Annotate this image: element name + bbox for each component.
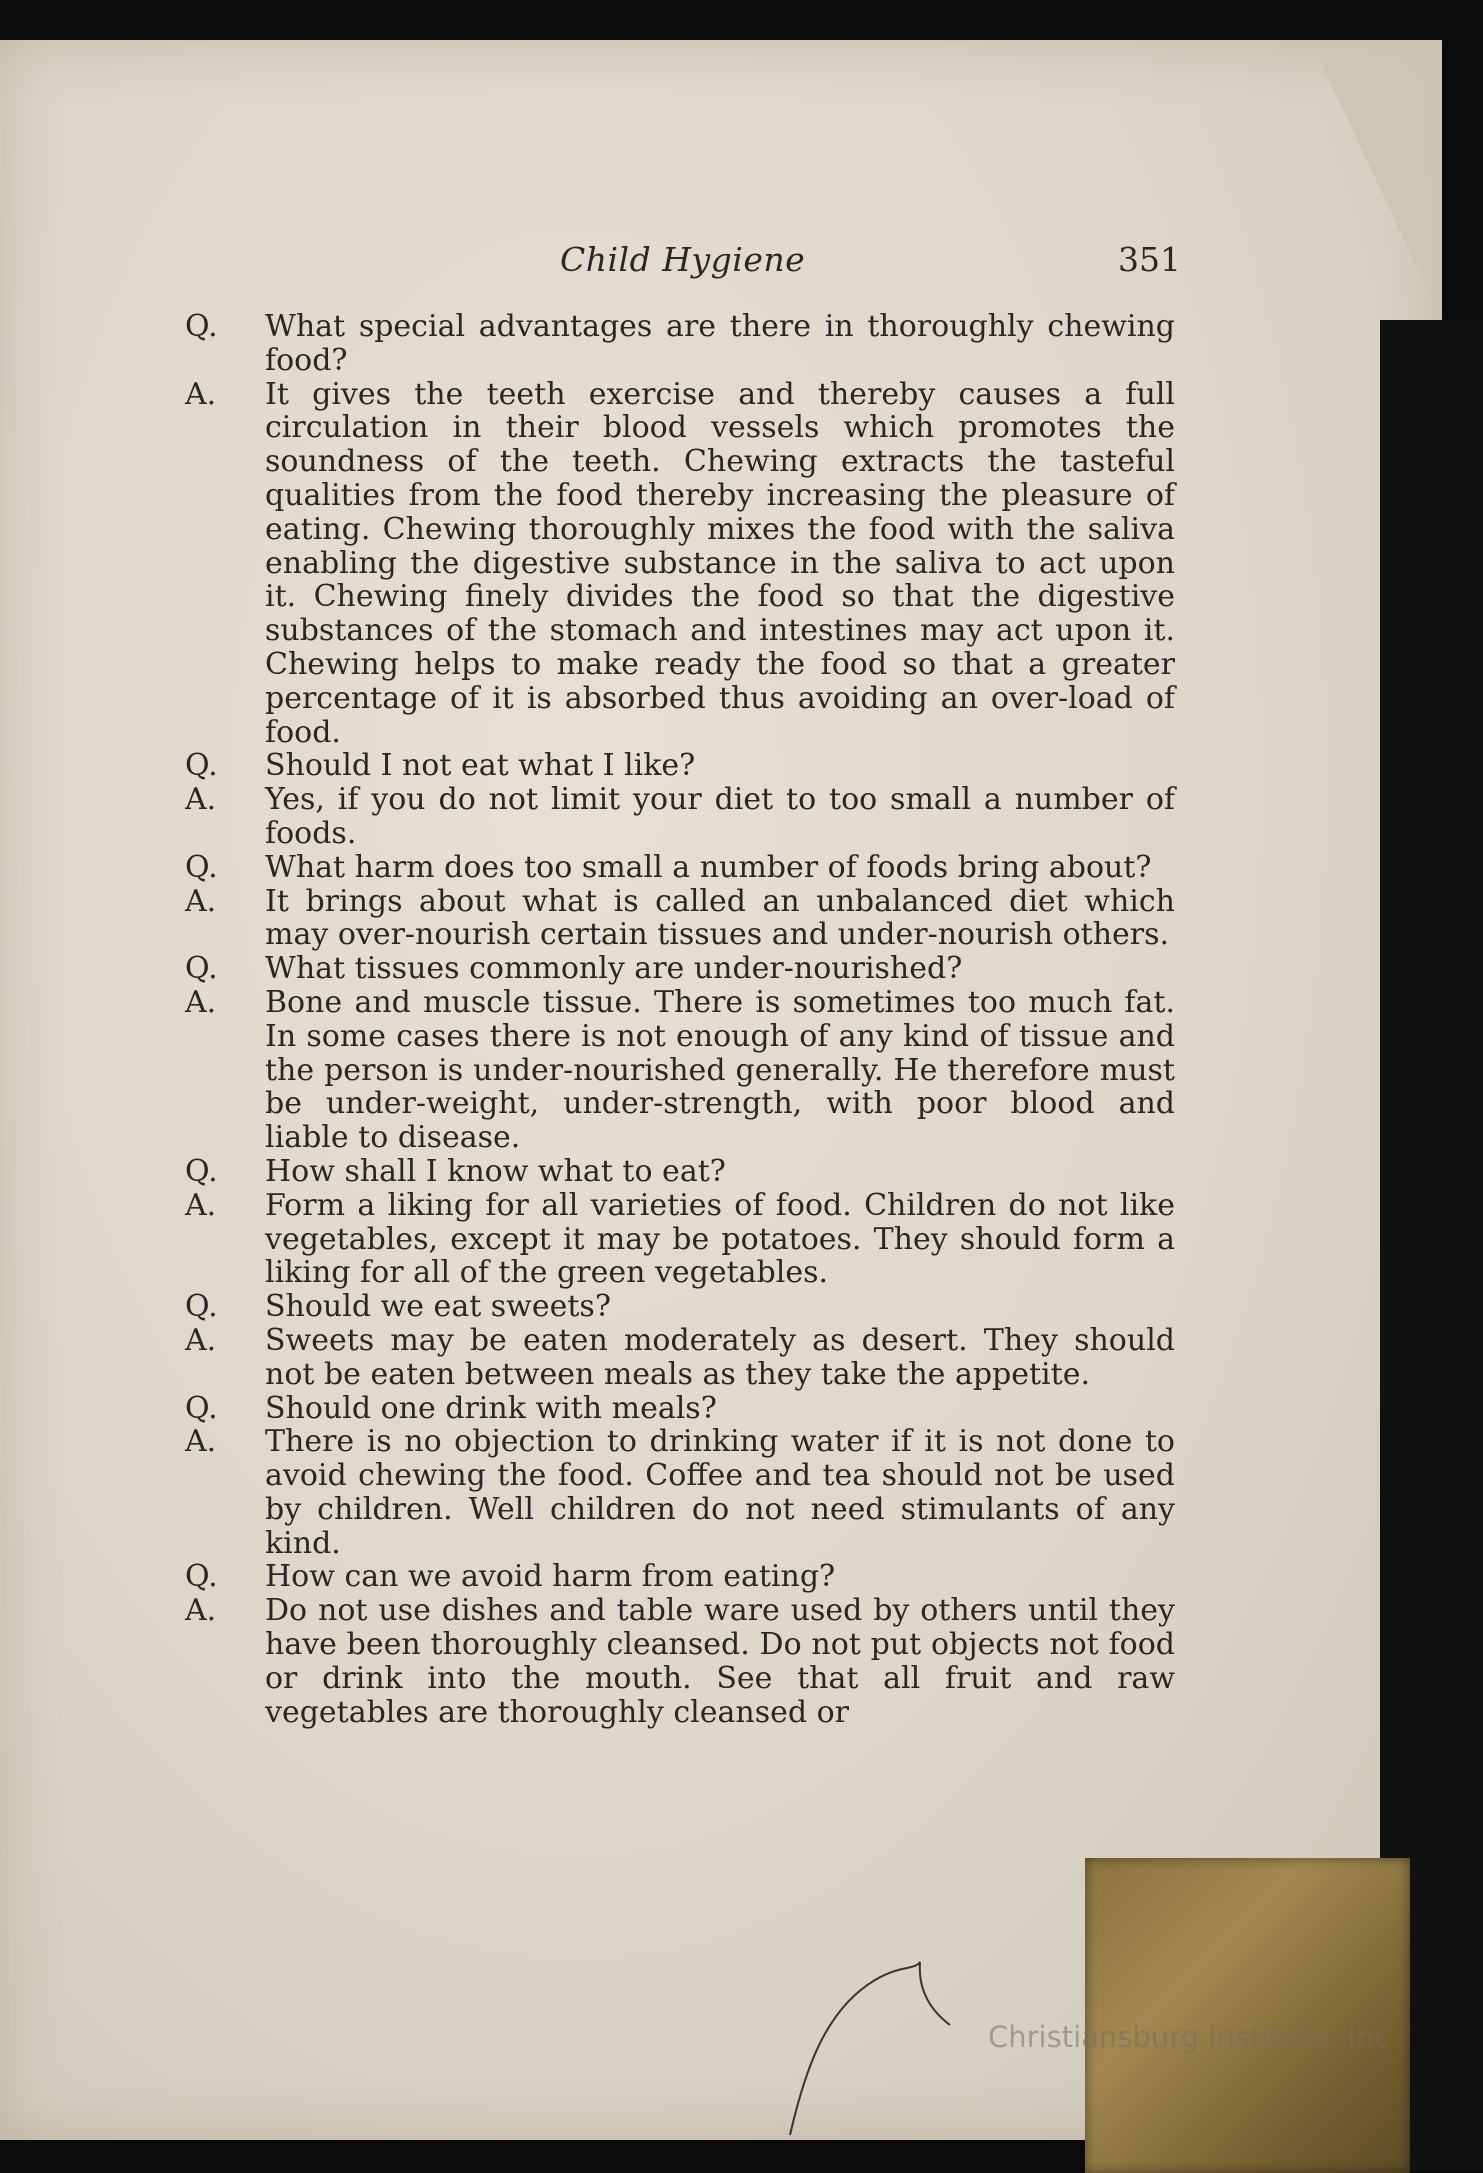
qa-list	[185, 310, 1175, 1729]
watermark: Christiansburg Institute, Inc	[988, 2020, 1390, 2054]
q-label: Q.	[185, 951, 218, 987]
question-3	[185, 851, 1175, 885]
a-text: It gives the teeth exercise and thereby causes a full circulation in their blood vessels which promotes the soundness of the teeth. Chewing extracts the tasteful qualities from the food thereby increasing the pleasure of eating. Chewing thoroughly mixes the food with the saliva enabling the digestive substance in the saliva to act upon it. Chewing finely divides the food so that the digestive substances of the stomach and intestines may act upon it. Chewing helps to make ready the food so that a greater percentage of it is absorbed thus avoiding an over-load of food.	[265, 376, 1175, 750]
wooden-block	[1085, 1858, 1410, 2173]
answer-7	[185, 1425, 1175, 1560]
answer-1	[185, 378, 1175, 750]
a-text: Sweets may be eaten moderately as desert. They should not be eaten between meals as they take the appetite.	[265, 1322, 1175, 1392]
answer-2	[185, 783, 1175, 851]
q-text: How can we avoid harm from eating?	[265, 1559, 836, 1595]
a-label: A.	[185, 1593, 217, 1629]
q-text: How shall I know what to eat?	[265, 1153, 726, 1189]
q-text: Should we eat sweets?	[265, 1289, 611, 1325]
a-text: It brings about what is called an unbalanced diet which may over-nourish certain tissues and under-nourish others.	[265, 883, 1175, 953]
a-text: Form a liking for all varieties of food. Children do not like vegetables, except it may be potatoes. They should form a liking for all of the green vegetables.	[265, 1187, 1175, 1291]
answer-3	[185, 885, 1175, 953]
running-title: Child Hygiene	[560, 240, 806, 279]
a-label: A.	[185, 1322, 217, 1358]
q-text: Should I not eat what I like?	[265, 748, 696, 784]
answer-6	[185, 1324, 1175, 1392]
q-label: Q.	[185, 1289, 218, 1325]
question-8	[185, 1560, 1175, 1594]
a-label: A.	[185, 984, 217, 1020]
a-text: Bone and muscle tissue. There is sometimes too much fat. In some cases there is not enough of any kind of tissue and the person is under-nourished generally. He therefore must be under-weight, under-strength, with poor blood and liable to disease.	[265, 984, 1175, 1156]
a-label: A.	[185, 1424, 217, 1460]
question-5	[185, 1155, 1175, 1189]
q-text: What tissues commonly are under-nourished?	[265, 951, 963, 987]
question-6	[185, 1290, 1175, 1324]
q-text: Should one drink with meals?	[265, 1390, 717, 1426]
question-2	[185, 749, 1175, 783]
q-text: What special advantages are there in thoroughly chewing food?	[265, 309, 1175, 378]
page-number: 351	[1118, 240, 1181, 279]
question-1	[185, 310, 1175, 378]
q-label: Q.	[185, 1153, 218, 1189]
a-label: A.	[185, 883, 217, 919]
answer-5	[185, 1189, 1175, 1290]
question-4	[185, 952, 1175, 986]
pencil-sketch-mark	[780, 1950, 1000, 2140]
q-label: Q.	[185, 849, 218, 885]
q-label: Q.	[185, 309, 218, 344]
a-label: A.	[185, 1187, 217, 1223]
answer-4	[185, 986, 1175, 1155]
a-text: There is no objection to drinking water if it is not done to avoid chewing the food. Coffee and tea should not be used by children. Well children do not need stimulants of any kind.	[265, 1424, 1175, 1561]
q-label: Q.	[185, 1559, 218, 1595]
question-7	[185, 1392, 1175, 1426]
q-label: Q.	[185, 1390, 218, 1426]
q-label: Q.	[185, 748, 218, 784]
a-text: Yes, if you do not limit your diet to too small a number of foods.	[265, 782, 1175, 851]
a-label: A.	[185, 376, 217, 412]
answer-8	[185, 1594, 1175, 1729]
q-text: What harm does too small a number of foods bring about?	[265, 849, 1152, 885]
a-label: A.	[185, 782, 217, 818]
a-text: Do not use dishes and table ware used by others until they have been thoroughly cleansed. Do not put objects not food or drink into the mouth. See that all fruit and raw vegetables are thoroughly cleansed or	[265, 1593, 1175, 1730]
